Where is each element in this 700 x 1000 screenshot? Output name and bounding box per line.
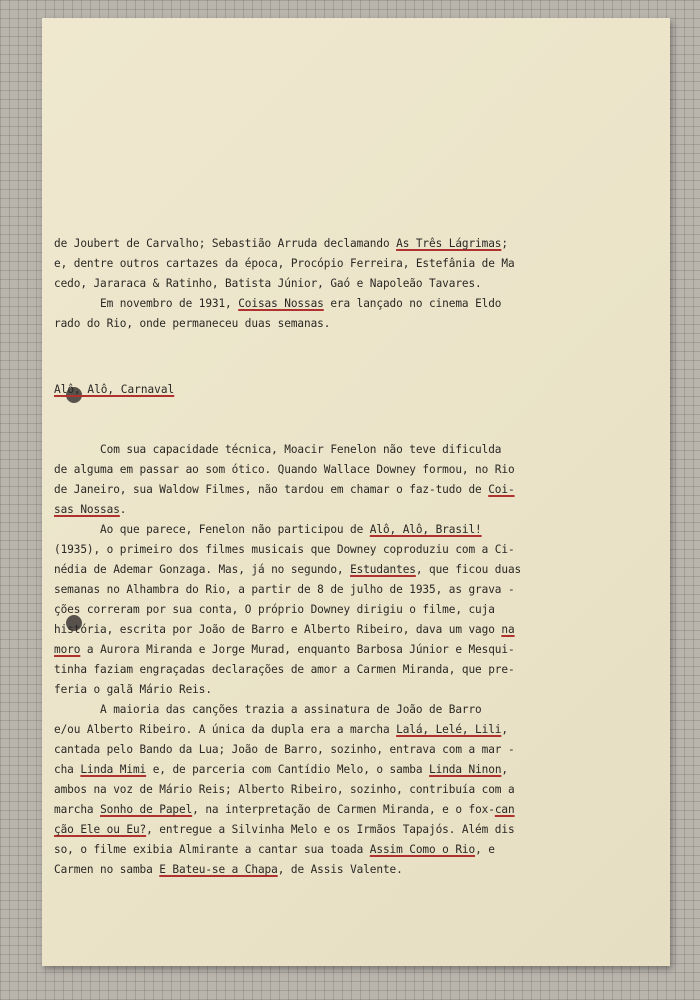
underlined-title: ção Ele ou Eu? — [54, 823, 147, 836]
text-line: ção Ele ou Eu?, entregue a Silvinha Melo e os Irmãos Tapajós. Além dis — [54, 823, 515, 836]
text-line: cantada pelo Bando da Lua; João de Barro, sozinho, entrava com a mar - — [54, 743, 515, 756]
text-line: A maioria das canções trazia a assinatura de João de Barro — [54, 703, 482, 716]
paragraph-opening — [54, 234, 630, 334]
text-line: Carmen no samba E Bateu-se a Chapa, de Assis Valente. — [54, 863, 403, 876]
text-line: semanas no Alhambra do Rio, a partir de 8 de julho de 1935, as grava - — [54, 583, 515, 596]
underlined-title: Assim Como o Rio — [369, 843, 476, 856]
underlined-title: Lalá, Lelé, Lili — [396, 723, 502, 736]
text-line: cedo, Jararaca & Ratinho, Batista Júnior, Gaó e Napoleão Tavares. — [54, 277, 482, 290]
text-line: de Joubert de Carvalho; Sebastião Arruda declamando As Três Lágrimas; — [54, 237, 508, 250]
text-line: so, o filme exibia Almirante a cantar sua toada Assim Como o Rio, e — [54, 843, 495, 856]
underlined-title: E Bateu-se a Chapa — [159, 863, 278, 876]
text-line: feria o galã Mário Reis. — [54, 683, 212, 696]
underlined-title: Coi- — [488, 483, 515, 496]
text-line: ambos na voz de Mário Reis; Alberto Ribeiro, sozinho, contribuía com a — [54, 783, 515, 796]
text-line: e, dentre outros cartazes da época, Procópio Ferreira, Estefânia de Ma — [54, 257, 515, 270]
text-line: cha Linda Mimi e, de parceria com Cantídio Melo, o samba Linda Ninon, — [54, 763, 508, 776]
underlined-title: Estudantes — [350, 563, 416, 576]
underlined-title: Sonho de Papel — [100, 803, 193, 816]
text-line: Em novembro de 1931, Coisas Nossas era lançado no cinema Eldo — [54, 297, 502, 310]
paragraph-body — [54, 440, 630, 880]
underlined-title: moro — [54, 643, 81, 656]
text-line: ções correram por sua conta, O próprio Downey dirigiu o filme, cuja — [54, 603, 495, 616]
underlined-title: can — [494, 803, 515, 816]
section-heading: Alô, Alô, Carnaval — [54, 383, 175, 396]
underlined-title: na — [501, 623, 515, 636]
underlined-title: As Três Lágrimas — [396, 237, 502, 250]
text-line: e/ou Alberto Ribeiro. A única da dupla era a marcha Lalá, Lelé, Lili, — [54, 723, 508, 736]
underlined-title: Linda Ninon — [429, 763, 502, 776]
text-line: rado do Rio, onde permaneceu duas semanas. — [54, 317, 331, 330]
text-line: nédia de Ademar Gonzaga. Mas, já no segundo, Estudantes, que ficou duas — [54, 563, 522, 576]
text-line: (1935), o primeiro dos filmes musicais que Downey coproduziu com a Ci- — [54, 543, 515, 556]
text-line: tinha faziam engraçadas declarações de amor a Carmen Miranda, que pre- — [54, 663, 515, 676]
text-line: sas Nossas. — [54, 503, 127, 516]
text-line: Com sua capacidade técnica, Moacir Fenelon não teve dificulda — [54, 443, 502, 456]
text-line: de Janeiro, sua Waldow Filmes, não tardou em chamar o faz-tudo de Coi- — [54, 483, 515, 496]
underlined-title: Linda Mimi — [80, 763, 147, 776]
underlined-title: Alô, Alô, Brasil! — [369, 523, 482, 536]
underlined-title: sas Nossas — [54, 503, 120, 516]
text-line: Ao que parece, Fenelon não participou de Alô, Alô, Brasil! — [54, 523, 482, 536]
text-line: história, escrita por João de Barro e Alberto Ribeiro, dava um vago na — [54, 623, 515, 636]
text-line: de alguma em passar ao som ótico. Quando Wallace Downey formou, no Rio — [54, 463, 515, 476]
underlined-title: Coisas Nossas — [238, 297, 324, 310]
text-line: marcha Sonho de Papel, na interpretação de Carmen Miranda, e o fox-can — [54, 803, 515, 816]
text-line: moro a Aurora Miranda e Jorge Murad, enquanto Barbosa Júnior e Mesqui- — [54, 643, 515, 656]
